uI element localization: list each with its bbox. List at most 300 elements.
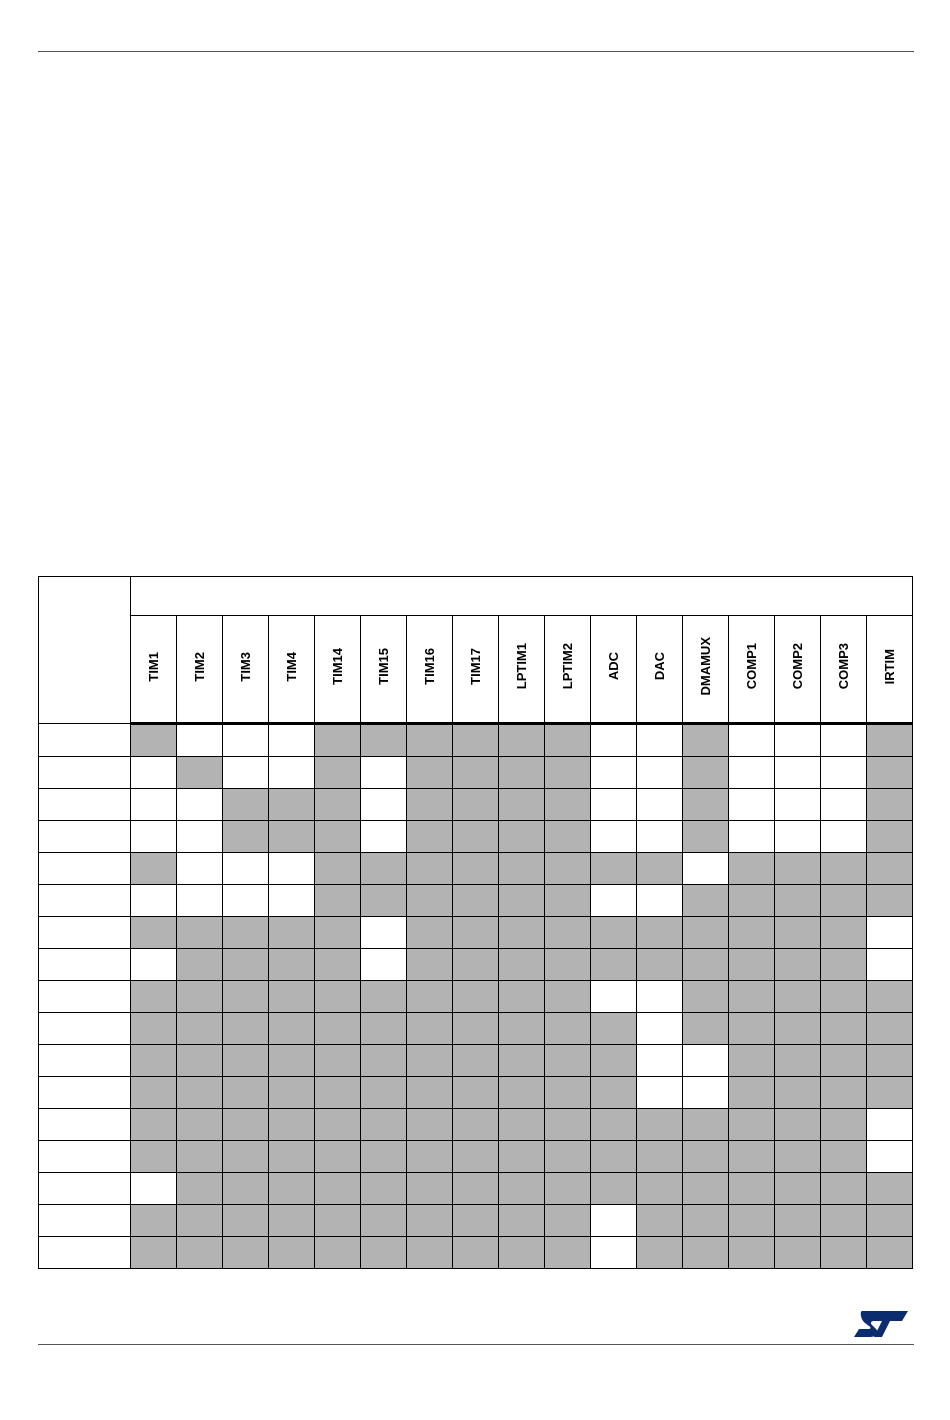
- matrix-cell-tim4: [269, 1237, 315, 1269]
- matrix-cell-tim17: [453, 917, 499, 949]
- matrix-cell-tim15: [361, 757, 407, 789]
- matrix-cell-tim15: [361, 853, 407, 885]
- matrix-cell-comp2: [775, 821, 821, 853]
- column-header-label: LPTIM2: [560, 643, 575, 690]
- matrix-cell-tim17: [453, 1205, 499, 1237]
- matrix-cell-tim14: [315, 821, 361, 853]
- matrix-cell-comp2: [775, 1013, 821, 1045]
- matrix-cell-comp1: [729, 821, 775, 853]
- matrix-cell-adc: [591, 789, 637, 821]
- column-header-label: TIM1: [146, 651, 161, 682]
- matrix-cell-tim2: [177, 917, 223, 949]
- matrix-cell-tim14: [315, 1205, 361, 1237]
- matrix-cell-lptim1: [499, 853, 545, 885]
- matrix-cell-lptim2: [545, 981, 591, 1013]
- matrix-cell-dmamux: [683, 724, 729, 757]
- table-row: [39, 1013, 913, 1045]
- matrix-cell-adc: [591, 885, 637, 917]
- matrix-cell-adc: [591, 1173, 637, 1205]
- matrix-cell-adc: [591, 724, 637, 757]
- matrix-cell-tim3: [223, 949, 269, 981]
- matrix-cell-lptim2: [545, 917, 591, 949]
- column-header-label: COMP3: [836, 643, 851, 690]
- matrix-cell-lptim2: [545, 1173, 591, 1205]
- matrix-cell-tim14: [315, 789, 361, 821]
- matrix-cell-tim4: [269, 757, 315, 789]
- matrix-cell-dac: [637, 789, 683, 821]
- matrix-cell-tim14: [315, 949, 361, 981]
- matrix-cell-tim1: [131, 1109, 177, 1141]
- column-header-label: TIM16: [422, 648, 437, 685]
- matrix-cell-dmamux: [683, 821, 729, 853]
- matrix-cell-adc: [591, 1205, 637, 1237]
- row-header-cell: [39, 1077, 131, 1109]
- matrix-cell-comp1: [729, 1077, 775, 1109]
- matrix-cell-comp1: [729, 917, 775, 949]
- matrix-cell-dac: [637, 885, 683, 917]
- matrix-cell-irtim: [867, 949, 913, 981]
- matrix-cell-tim17: [453, 1077, 499, 1109]
- matrix-cell-irtim: [867, 789, 913, 821]
- column-header-lptim2: [545, 616, 591, 724]
- matrix-cell-tim3: [223, 917, 269, 949]
- matrix-cell-lptim2: [545, 821, 591, 853]
- matrix-cell-tim3: [223, 789, 269, 821]
- matrix-cell-tim16: [407, 1141, 453, 1173]
- matrix-cell-tim16: [407, 1237, 453, 1269]
- matrix-cell-tim3: [223, 1109, 269, 1141]
- matrix-cell-tim16: [407, 789, 453, 821]
- matrix-cell-dmamux: [683, 949, 729, 981]
- matrix-cell-comp2: [775, 1045, 821, 1077]
- column-header-irtim: [867, 616, 913, 724]
- matrix-cell-tim1: [131, 1013, 177, 1045]
- matrix-cell-dmamux: [683, 981, 729, 1013]
- matrix-cell-tim1: [131, 1205, 177, 1237]
- matrix-cell-tim4: [269, 1205, 315, 1237]
- matrix-cell-dac: [637, 1173, 683, 1205]
- matrix-cell-comp1: [729, 1045, 775, 1077]
- matrix-cell-comp1: [729, 1237, 775, 1269]
- matrix-cell-tim14: [315, 917, 361, 949]
- matrix-cell-tim3: [223, 1141, 269, 1173]
- matrix-cell-tim3: [223, 724, 269, 757]
- matrix-cell-tim16: [407, 853, 453, 885]
- column-header-label: DAC: [652, 652, 667, 681]
- matrix-cell-tim17: [453, 853, 499, 885]
- matrix-cell-comp3: [821, 1173, 867, 1205]
- matrix-cell-dmamux: [683, 853, 729, 885]
- matrix-cell-adc: [591, 1013, 637, 1045]
- matrix-cell-tim3: [223, 1173, 269, 1205]
- matrix-cell-irtim: [867, 1045, 913, 1077]
- matrix-cell-comp2: [775, 853, 821, 885]
- matrix-cell-tim16: [407, 917, 453, 949]
- matrix-cell-tim1: [131, 981, 177, 1013]
- matrix-cell-tim2: [177, 1109, 223, 1141]
- matrix-cell-tim1: [131, 757, 177, 789]
- column-header-label: TIM2: [192, 651, 207, 682]
- matrix-cell-comp3: [821, 885, 867, 917]
- matrix-cell-tim15: [361, 1077, 407, 1109]
- matrix-cell-comp2: [775, 949, 821, 981]
- matrix-cell-dac: [637, 1109, 683, 1141]
- column-header-tim14: [315, 616, 361, 724]
- column-header-label: TIM3: [238, 651, 253, 682]
- row-header-cell: [39, 1045, 131, 1077]
- matrix-cell-tim15: [361, 981, 407, 1013]
- matrix-cell-lptim1: [499, 1077, 545, 1109]
- matrix-cell-lptim1: [499, 981, 545, 1013]
- matrix-cell-tim2: [177, 981, 223, 1013]
- matrix-cell-tim1: [131, 1077, 177, 1109]
- row-header-cell: [39, 1237, 131, 1269]
- matrix-cell-dac: [637, 1013, 683, 1045]
- matrix-cell-comp1: [729, 1109, 775, 1141]
- matrix-cell-tim2: [177, 885, 223, 917]
- column-header-lptim1: [499, 616, 545, 724]
- matrix-cell-tim14: [315, 1237, 361, 1269]
- matrix-cell-adc: [591, 1077, 637, 1109]
- matrix-cell-dac: [637, 1205, 683, 1237]
- matrix-cell-irtim: [867, 1077, 913, 1109]
- matrix-cell-lptim2: [545, 1141, 591, 1173]
- matrix-cell-tim17: [453, 724, 499, 757]
- matrix-cell-tim4: [269, 949, 315, 981]
- matrix-cell-comp3: [821, 1045, 867, 1077]
- matrix-cell-comp3: [821, 853, 867, 885]
- matrix-cell-tim16: [407, 1173, 453, 1205]
- matrix-cell-tim14: [315, 853, 361, 885]
- matrix-cell-irtim: [867, 1173, 913, 1205]
- column-header-comp1: [729, 616, 775, 724]
- header-rule: [38, 51, 914, 52]
- matrix-cell-tim16: [407, 1013, 453, 1045]
- matrix-cell-comp2: [775, 917, 821, 949]
- matrix-cell-tim4: [269, 1173, 315, 1205]
- matrix-cell-comp1: [729, 885, 775, 917]
- matrix-cell-irtim: [867, 917, 913, 949]
- row-header-cell: [39, 1205, 131, 1237]
- matrix-cell-tim3: [223, 1077, 269, 1109]
- matrix-cell-adc: [591, 1045, 637, 1077]
- matrix-cell-tim1: [131, 1237, 177, 1269]
- matrix-cell-lptim2: [545, 789, 591, 821]
- table-row: [39, 757, 913, 789]
- matrix-cell-tim1: [131, 917, 177, 949]
- row-header-cell: [39, 917, 131, 949]
- row-header-cell: [39, 789, 131, 821]
- matrix-cell-lptim2: [545, 853, 591, 885]
- matrix-cell-tim15: [361, 885, 407, 917]
- matrix-cell-dmamux: [683, 1077, 729, 1109]
- matrix-cell-tim2: [177, 821, 223, 853]
- matrix-cell-irtim: [867, 981, 913, 1013]
- column-header-tim4: [269, 616, 315, 724]
- matrix-cell-tim4: [269, 1109, 315, 1141]
- column-header-label: TIM17: [468, 648, 483, 685]
- matrix-cell-dac: [637, 724, 683, 757]
- matrix-cell-lptim2: [545, 1109, 591, 1141]
- matrix-cell-tim2: [177, 1173, 223, 1205]
- matrix-cell-comp3: [821, 917, 867, 949]
- matrix-cell-comp1: [729, 853, 775, 885]
- row-header-cell: [39, 1141, 131, 1173]
- matrix-cell-tim4: [269, 821, 315, 853]
- matrix-cell-comp2: [775, 724, 821, 757]
- matrix-cell-comp3: [821, 1109, 867, 1141]
- matrix-cell-lptim1: [499, 1109, 545, 1141]
- matrix-cell-dmamux: [683, 1237, 729, 1269]
- matrix-cell-comp2: [775, 1109, 821, 1141]
- table-row: [39, 1173, 913, 1205]
- table-row: [39, 1141, 913, 1173]
- table-row: [39, 821, 913, 853]
- matrix-cell-tim1: [131, 1173, 177, 1205]
- matrix-cell-tim15: [361, 1045, 407, 1077]
- row-header-cell: [39, 1109, 131, 1141]
- column-header-dmamux: [683, 616, 729, 724]
- column-header-label: TIM15: [376, 648, 391, 685]
- matrix-cell-dmamux: [683, 1013, 729, 1045]
- row-header-cell: [39, 949, 131, 981]
- matrix-cell-comp1: [729, 789, 775, 821]
- matrix-cell-tim2: [177, 724, 223, 757]
- group-header-cell: [131, 577, 913, 616]
- column-header-tim2: [177, 616, 223, 724]
- matrix-cell-dac: [637, 1237, 683, 1269]
- matrix-cell-tim15: [361, 1109, 407, 1141]
- matrix-cell-lptim1: [499, 789, 545, 821]
- matrix-cell-tim3: [223, 1237, 269, 1269]
- matrix-cell-lptim1: [499, 821, 545, 853]
- table-row: [39, 1077, 913, 1109]
- matrix-cell-tim1: [131, 821, 177, 853]
- column-header-label: COMP1: [744, 643, 759, 690]
- matrix-cell-comp2: [775, 885, 821, 917]
- matrix-cell-adc: [591, 1141, 637, 1173]
- column-header-comp2: [775, 616, 821, 724]
- matrix-cell-adc: [591, 757, 637, 789]
- matrix-cell-tim4: [269, 981, 315, 1013]
- matrix-cell-tim3: [223, 853, 269, 885]
- matrix-cell-tim4: [269, 724, 315, 757]
- matrix-cell-tim15: [361, 789, 407, 821]
- table-row: [39, 949, 913, 981]
- table-row: [39, 1045, 913, 1077]
- matrix-cell-lptim1: [499, 757, 545, 789]
- row-header-cell: [39, 1173, 131, 1205]
- matrix-cell-lptim1: [499, 1013, 545, 1045]
- matrix-cell-comp1: [729, 757, 775, 789]
- corner-header-cell: [39, 577, 131, 724]
- matrix-cell-tim2: [177, 1205, 223, 1237]
- matrix-cell-comp3: [821, 757, 867, 789]
- matrix-cell-comp3: [821, 1141, 867, 1173]
- matrix-cell-tim2: [177, 1237, 223, 1269]
- matrix-cell-comp2: [775, 1205, 821, 1237]
- table-row: [39, 724, 913, 757]
- matrix-cell-tim16: [407, 1109, 453, 1141]
- matrix-cell-tim16: [407, 949, 453, 981]
- matrix-cell-irtim: [867, 853, 913, 885]
- matrix-cell-comp2: [775, 1173, 821, 1205]
- column-header-label: DMAMUX: [698, 637, 713, 696]
- matrix-cell-dac: [637, 1077, 683, 1109]
- matrix-cell-lptim1: [499, 1173, 545, 1205]
- matrix-cell-tim17: [453, 949, 499, 981]
- matrix-cell-tim17: [453, 1045, 499, 1077]
- column-header-tim15: [361, 616, 407, 724]
- matrix-cell-adc: [591, 1109, 637, 1141]
- matrix-cell-tim16: [407, 757, 453, 789]
- matrix-cell-lptim1: [499, 1205, 545, 1237]
- matrix-cell-tim2: [177, 949, 223, 981]
- footer-rule: [38, 1344, 914, 1345]
- matrix-cell-dmamux: [683, 1205, 729, 1237]
- matrix-cell-dac: [637, 853, 683, 885]
- matrix-cell-dmamux: [683, 917, 729, 949]
- matrix-cell-dmamux: [683, 757, 729, 789]
- matrix-cell-dmamux: [683, 885, 729, 917]
- matrix-cell-tim14: [315, 885, 361, 917]
- matrix-cell-comp3: [821, 821, 867, 853]
- row-header-cell: [39, 757, 131, 789]
- matrix-cell-tim4: [269, 853, 315, 885]
- matrix-cell-tim4: [269, 1141, 315, 1173]
- matrix-cell-tim14: [315, 1173, 361, 1205]
- matrix-cell-tim16: [407, 821, 453, 853]
- matrix-cell-dac: [637, 1045, 683, 1077]
- matrix-cell-tim17: [453, 1237, 499, 1269]
- matrix-cell-tim4: [269, 1013, 315, 1045]
- matrix-cell-irtim: [867, 1109, 913, 1141]
- column-header-label: COMP2: [790, 643, 805, 690]
- matrix-cell-tim16: [407, 1077, 453, 1109]
- matrix-cell-tim1: [131, 724, 177, 757]
- table-row: [39, 1109, 913, 1141]
- column-header-tim17: [453, 616, 499, 724]
- matrix-cell-tim1: [131, 1141, 177, 1173]
- matrix-cell-tim4: [269, 1077, 315, 1109]
- matrix-cell-lptim1: [499, 1237, 545, 1269]
- column-header-label: TIM4: [284, 651, 299, 682]
- matrix-cell-tim17: [453, 1141, 499, 1173]
- matrix-cell-dac: [637, 757, 683, 789]
- column-header-label: LPTIM1: [514, 643, 529, 690]
- matrix-cell-tim15: [361, 917, 407, 949]
- matrix-cell-tim3: [223, 1045, 269, 1077]
- table-row: [39, 917, 913, 949]
- column-header-row: [39, 616, 913, 724]
- matrix-cell-comp1: [729, 1141, 775, 1173]
- matrix-cell-irtim: [867, 757, 913, 789]
- matrix-cell-tim14: [315, 1109, 361, 1141]
- matrix-cell-tim16: [407, 981, 453, 1013]
- matrix-cell-tim17: [453, 885, 499, 917]
- matrix-cell-comp3: [821, 981, 867, 1013]
- table-row: [39, 1205, 913, 1237]
- interconnect-matrix-table: [38, 576, 913, 1269]
- matrix-cell-dmamux: [683, 1045, 729, 1077]
- matrix-cell-tim2: [177, 789, 223, 821]
- matrix-cell-lptim1: [499, 949, 545, 981]
- matrix-cell-tim3: [223, 981, 269, 1013]
- matrix-cell-tim15: [361, 1237, 407, 1269]
- matrix-cell-dac: [637, 917, 683, 949]
- matrix-cell-tim15: [361, 1013, 407, 1045]
- matrix-cell-tim15: [361, 821, 407, 853]
- matrix-cell-adc: [591, 949, 637, 981]
- matrix-cell-comp3: [821, 949, 867, 981]
- matrix-cell-tim1: [131, 789, 177, 821]
- row-header-cell: [39, 853, 131, 885]
- column-header-tim3: [223, 616, 269, 724]
- matrix-cell-tim2: [177, 1141, 223, 1173]
- matrix-cell-tim2: [177, 1013, 223, 1045]
- matrix-cell-dac: [637, 949, 683, 981]
- matrix-cell-tim1: [131, 885, 177, 917]
- matrix-cell-irtim: [867, 724, 913, 757]
- matrix-cell-tim14: [315, 757, 361, 789]
- matrix-cell-tim14: [315, 981, 361, 1013]
- matrix-cell-irtim: [867, 1013, 913, 1045]
- matrix-cell-lptim2: [545, 1077, 591, 1109]
- matrix-cell-tim3: [223, 1205, 269, 1237]
- matrix-cell-comp2: [775, 789, 821, 821]
- matrix-cell-irtim: [867, 1237, 913, 1269]
- matrix-cell-tim2: [177, 1077, 223, 1109]
- matrix-cell-tim3: [223, 1013, 269, 1045]
- matrix-cell-comp2: [775, 1237, 821, 1269]
- matrix-cell-lptim2: [545, 885, 591, 917]
- matrix-cell-comp3: [821, 1013, 867, 1045]
- matrix-cell-tim17: [453, 1013, 499, 1045]
- matrix-cell-irtim: [867, 885, 913, 917]
- matrix-cell-adc: [591, 981, 637, 1013]
- matrix-cell-lptim1: [499, 1045, 545, 1077]
- matrix-cell-tim15: [361, 1173, 407, 1205]
- st-logo-s-shape: [854, 1311, 908, 1337]
- matrix-cell-tim17: [453, 1109, 499, 1141]
- matrix-cell-comp1: [729, 981, 775, 1013]
- matrix-cell-comp1: [729, 724, 775, 757]
- row-header-cell: [39, 724, 131, 757]
- matrix-cell-lptim2: [545, 949, 591, 981]
- matrix-cell-tim4: [269, 789, 315, 821]
- matrix-cell-dac: [637, 1141, 683, 1173]
- table-row: [39, 981, 913, 1013]
- matrix-cell-tim17: [453, 981, 499, 1013]
- matrix-cell-tim16: [407, 1205, 453, 1237]
- matrix-cell-tim15: [361, 724, 407, 757]
- matrix-cell-dac: [637, 981, 683, 1013]
- matrix-cell-comp3: [821, 1205, 867, 1237]
- matrix-cell-tim14: [315, 1045, 361, 1077]
- matrix-cell-comp2: [775, 757, 821, 789]
- matrix-cell-tim16: [407, 724, 453, 757]
- matrix-cell-tim3: [223, 757, 269, 789]
- matrix-cell-lptim2: [545, 1045, 591, 1077]
- table-row: [39, 1237, 913, 1269]
- matrix-cell-tim4: [269, 1045, 315, 1077]
- matrix-body: [39, 724, 913, 1269]
- table-row: [39, 853, 913, 885]
- table-row: [39, 789, 913, 821]
- st-logo-icon: [852, 1309, 910, 1339]
- matrix-cell-lptim2: [545, 724, 591, 757]
- matrix-cell-dmamux: [683, 1141, 729, 1173]
